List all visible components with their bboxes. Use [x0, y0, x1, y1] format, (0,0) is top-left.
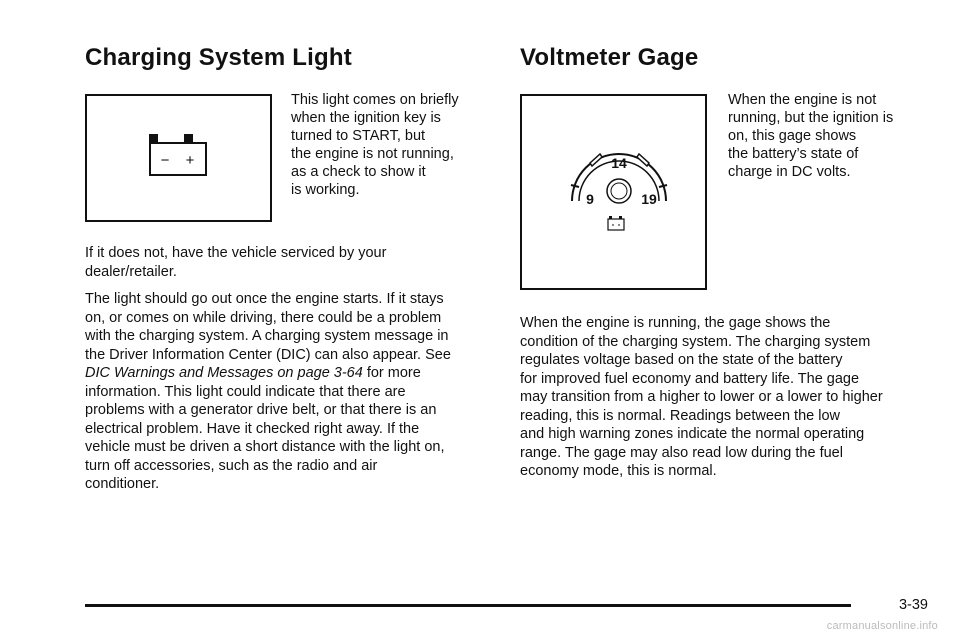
voltmeter-paragraph-1: When the engine is running, the gage shows the condition of the charging system. The charging system regulates voltage based on the state of the battery for improved fuel economy and battery life. The gage may transition from a higher to lower or a lower to higher reading, this is normal. Readings between the low and high warning zones indicate the normal operating range. The gage may also read low during the fuel economy mode, this is normal.	[520, 315, 883, 479]
voltmeter-figure	[520, 94, 707, 290]
charging-paragraph-2	[85, 290, 490, 494]
voltmeter-figure-row	[520, 94, 930, 290]
voltmeter-gauge-icon	[522, 96, 705, 288]
battery-plus-sign: +	[185, 152, 195, 169]
footer-rule	[85, 604, 851, 607]
charging-figure-row	[85, 94, 490, 222]
watermark: carmanualsonline.info	[826, 620, 938, 632]
left-column	[85, 40, 490, 494]
charging-paragraph-1: If it does not, have the vehicle serviced by your dealer/retailer.	[85, 245, 387, 280]
voltmeter-gage-heading: Voltmeter Gage	[520, 44, 699, 71]
charging-paragraph-2-end: for more information. This light could indicate that there are problems with a generator drive belt, or that there is an electrical problem. Have it checked right away. If the vehicle must be driven a short distance with the light on, turn off accessories, such as the radio and air conditioner.	[85, 365, 445, 492]
charging-paragraph-2-start: The light should go out once the engine starts. If it stays on, or comes on while driving, there could be a problem with the charging system. A charging system message in the Driver Information Center (DIC) can also appear. See	[85, 291, 451, 363]
gauge-label-19: 19	[641, 191, 657, 207]
charging-light-intro: This light comes on briefly when the ignition key is turned to START, but the engine is not running, as a check to show it is working.	[291, 92, 459, 198]
charging-system-light-heading: Charging System Light	[85, 44, 352, 71]
dic-warnings-reference-link[interactable]: DIC Warnings and Messages on page 3-64	[85, 365, 363, 381]
battery-minus-sign: −	[160, 152, 170, 169]
battery-icon	[87, 96, 270, 220]
gauge-label-9: 9	[586, 191, 594, 207]
right-column	[520, 40, 930, 481]
voltmeter-intro: When the engine is not running, but the ignition is on, this gage shows the battery’s state of charge in DC volts.	[728, 92, 894, 180]
page-number: 3-39	[898, 597, 928, 613]
gauge-label-14: 14	[611, 155, 627, 171]
charging-light-figure	[85, 94, 272, 222]
